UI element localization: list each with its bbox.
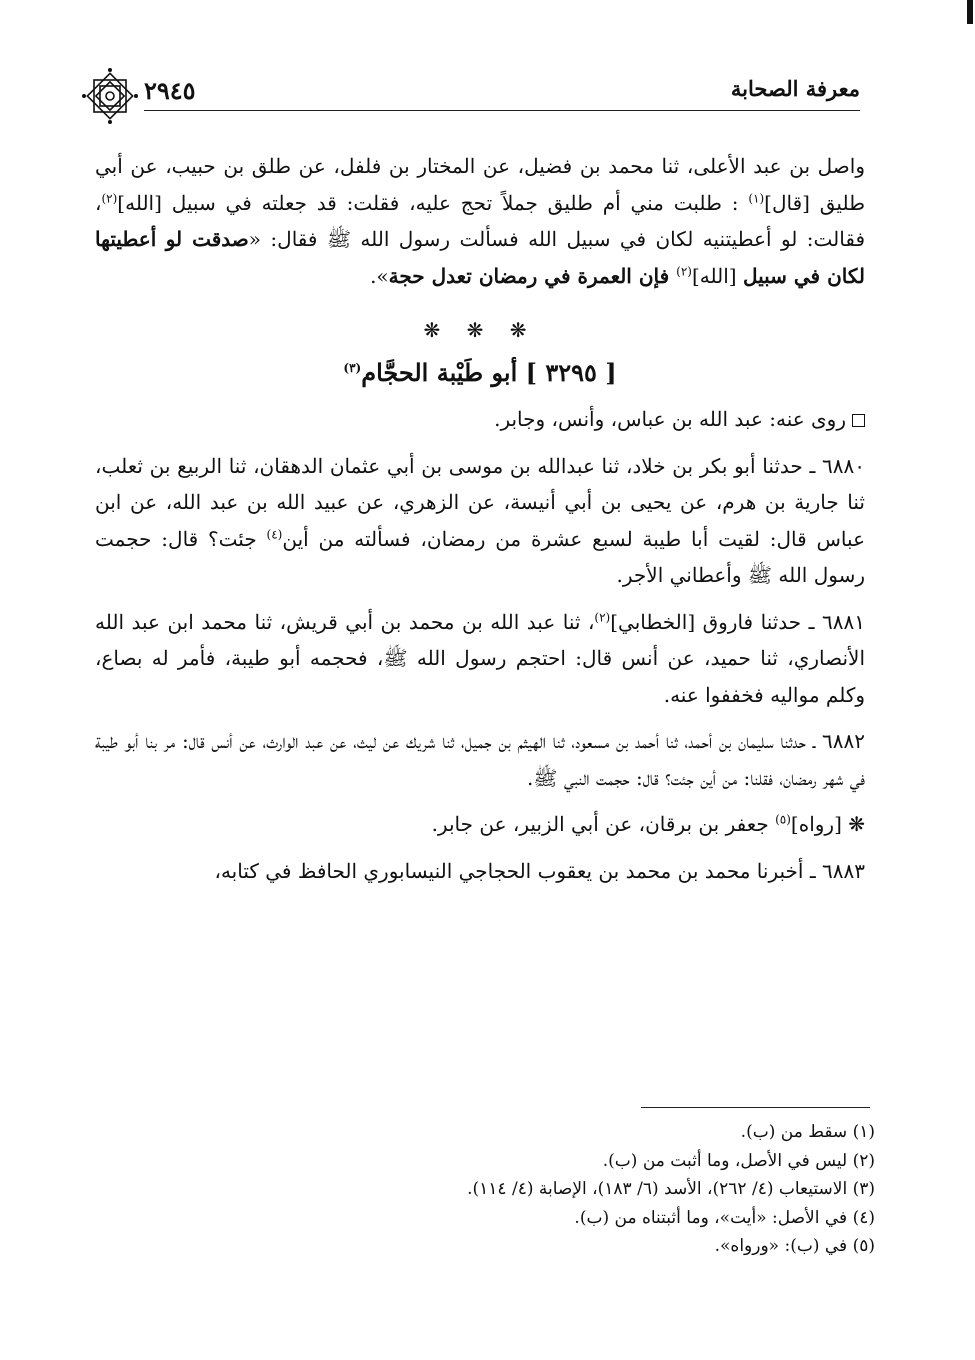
page-number: ٢٩٤٥ (144, 76, 196, 105)
footnote-1: (١) سقط من (ب). (740, 1122, 875, 1142)
hadith-6880: ٦٨٨٠ ـ حدثنا أبو بكر بن خلاد، ثنا عبدالله بن موسى بن أبي عثمان الدهقان، ثنا الربيع بن ثعلب، ثنا جارية بن هرم، عن يحيى بن أبي أنيسة، عن الزهري، عن عبيد الله بن عبد الله، عن ابن عباس قال: لقيت أبا طيبة لسبع عشرة من رمضان، فسألته من أين$^{(٤)}$ جئت؟ قال: حجمت رسول الله ﷺ وأعطاني الأجر. (95, 453, 865, 587)
square-bullet-icon (852, 414, 865, 427)
entry-title: [ ٣٢٩٥ ] أبو طَيْبة الحجَّام$^{(٣)}$ (343, 357, 617, 387)
corner-mark (967, 0, 973, 24)
running-title: معرفة الصحابة (730, 76, 860, 101)
footnotes (180, 1118, 875, 1261)
footnote-2: (٢) ليس في الأصل، وما أثبت من (ب). (602, 1150, 875, 1171)
narrators-line: روى عنه: عبد الله بن عباس، وأنس، وجابر. (95, 401, 865, 438)
hadith-6882: ٦٨٨٢ ـ حدثنا سليمان بن أحمد، ثنا أحمد بن مسعود، ثنا الهيثم بن جميل، ثنا شريك عن ليث، عن عبد الوارث، عن أنس قال: مر بنا أبو طيبة في شهر رمضان، فقلنا: من أين جئت؟ قال: حجمت النبي ﷺ. (95, 729, 865, 790)
footnote-3: (٣) الاستيعاب (٤/ ٢٦٢)، الأسد (٦/ ١٨٣)، الإصابة (٤/ ١١٤). (467, 1179, 875, 1199)
ornament-star-icon (80, 66, 140, 126)
header-rule (144, 110, 860, 111)
hadith-6881: ٦٨٨١ ـ حدثنا فاروق [الخطابي]$^{(٢)}$، ثنا عبد الله بن محمد بن أبي قريش، ثنا محمد ابن عبد الله الأنصاري، ثنا حميد، عن أنس قال: احتجم رسول الله ﷺ، فحجمه أبو طيبة، فأمر له بصاع، وكلم مواليه فخففوا عنه. (95, 609, 865, 707)
footnote-5: (٥) في (ب): «ورواه». (714, 1236, 875, 1256)
continuation-paragraph: واصل بن عبد الأعلى، ثنا محمد بن فضيل، عن المختار بن فلفل، عن طلق بن حبيب، عن أبي طليق [قال]$^{(١)}$ : طلبت مني أم طليق جملاً تحج عليه، فقلت: قد جعلته في سبيل [الله]$^{(٢)}$، فقالت: لو أعطيتنيه لكان في سبيل الله فسألت رسول الله ﷺ فقال: «صدقت لو أعطيتها لكان في سبيل [الله]$^{(٢)}$ فإن العمرة في رمضان تعدل حجة». (95, 154, 866, 288)
footnote-4: (٤) في الأصل: «أيت»، وما أثبتناه من (ب). (574, 1207, 875, 1228)
riwaya-line: ❋ [رواه]$^{(٥)}$ جعفر بن برقان، عن أبي الزبير، عن جابر. (431, 812, 865, 836)
section-separator: ❋ ❋ ❋ (423, 318, 537, 342)
page-header (80, 68, 860, 128)
main-text (95, 148, 865, 889)
footnote-rule (641, 1107, 870, 1108)
hadith-6883: ٦٨٨٣ ـ أخبرنا محمد بن محمد بن يعقوب الحجاجي النيسابوري الحافظ في كتابه، (214, 858, 865, 883)
